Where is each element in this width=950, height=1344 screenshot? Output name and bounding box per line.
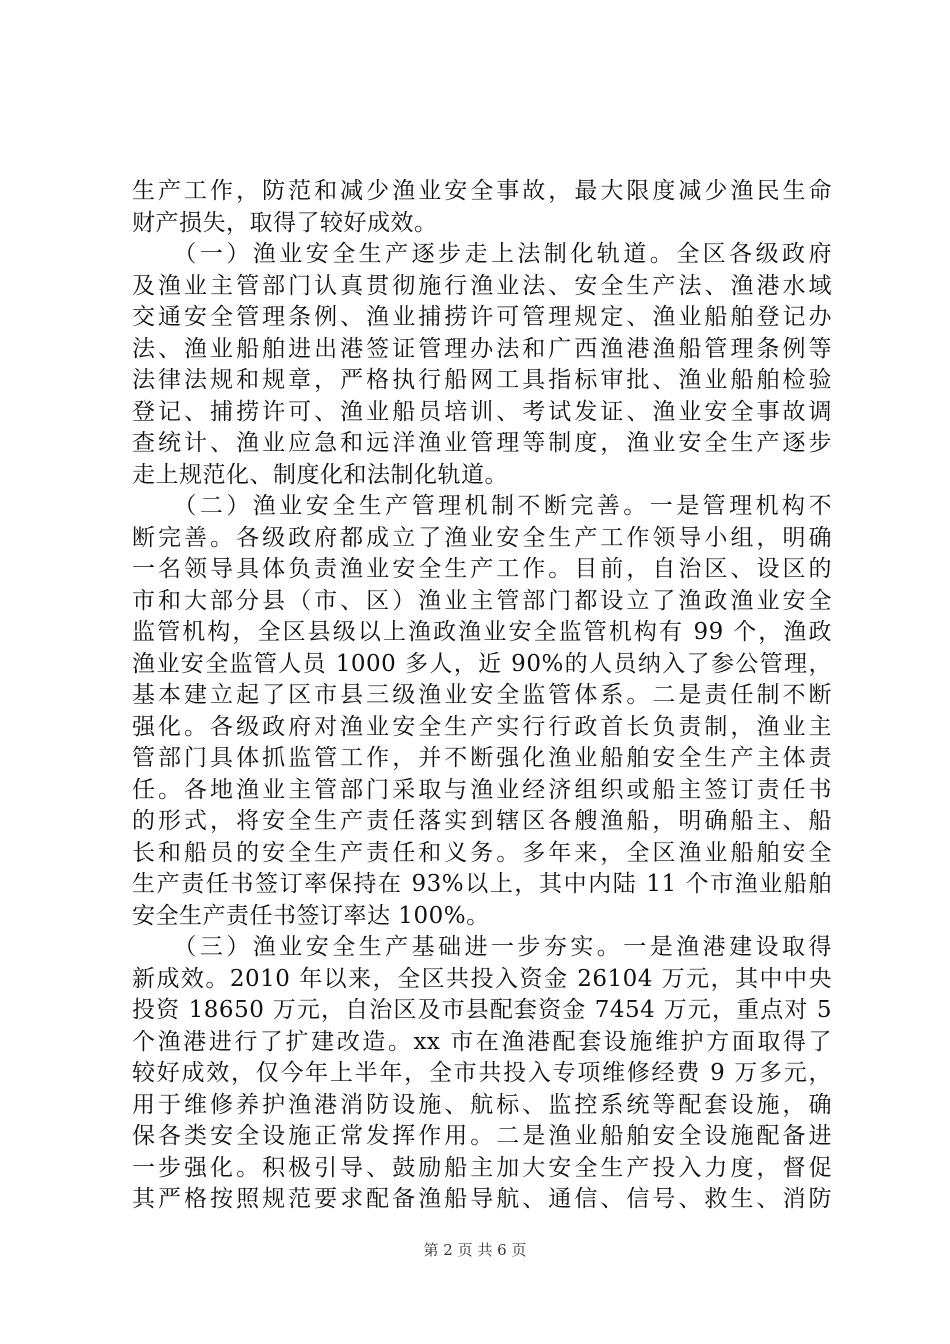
text-line: 交通安全管理条例、渔业捕捞许可管理规定、渔业船舶登记办	[132, 304, 832, 330]
text-line: 查统计、渔业应急和远洋渔业管理等制度，渔业安全生产逐步	[132, 430, 832, 456]
text-line: 基本建立起了区市县三级渔业安全监管体系。二是责任制不断	[132, 682, 832, 708]
page-footer	[0, 1239, 950, 1260]
text-line: （二）渔业安全生产管理机制不断完善。一是管理机构不	[132, 493, 832, 519]
text-line: 一步强化。积极引导、鼓励船主加大安全生产投入力度，督促	[132, 1154, 832, 1181]
text-line: 用于维修养护渔港消防设施、航标、监控系统等配套设施，确	[132, 1091, 832, 1118]
text-line: 强化。各级政府对渔业安全生产实行行政首长负责制，渔业主	[132, 713, 832, 740]
text-line: 生产责任书签订率保持在 93%以上，其中内陆 11 个市渔业船舶	[132, 871, 832, 897]
text-line: 监管机构，全区县级以上渔政渔业安全监管机构有 99 个，渔政	[132, 619, 832, 645]
text-line: （一）渔业安全生产逐步走上法制化轨道。全区各级政府	[132, 241, 832, 267]
text-line: 新成效。2010 年以来，全区共投入资金 26104 万元，其中中央	[132, 965, 832, 992]
document-body	[132, 176, 832, 1216]
text-line: 较好成效，仅今年上半年，全市共投入专项维修经费 9 万多元，	[132, 1060, 832, 1086]
text-line: 管部门具体抓监管工作，并不断强化渔业船舶安全生产主体责	[132, 745, 832, 771]
text-line: 生产工作，防范和减少渔业安全事故，最大限度减少渔民生命	[132, 178, 832, 204]
text-line: 保各类安全设施正常发挥作用。二是渔业船舶安全设施配备进	[132, 1123, 832, 1149]
text-line: 个渔港进行了扩建改造。xx 市在渔港配套设施维护方面取得了	[132, 1028, 832, 1055]
text-line: 及渔业主管部门认真贯彻施行渔业法、安全生产法、渔港水域	[132, 272, 832, 299]
text-line: 渔业安全监管人员 1000 多人，近 90%的人员纳入了参公管理，	[132, 650, 832, 677]
text-line: 长和船员的安全生产责任和义务。多年来，全区渔业船舶安全	[132, 839, 832, 866]
text-line: 法律法规和规章，严格执行船网工具指标审批、渔业船舶检验	[132, 367, 832, 393]
text-line: 走上规范化、制度化和法制化轨道。	[132, 461, 508, 488]
text-line: 市和大部分县（市、区）渔业主管部门都设立了渔政渔业安全	[132, 587, 832, 614]
text-line: 法、渔业船舶进出港签证管理办法和广西渔港渔船管理条例等	[132, 335, 832, 362]
text-line: 的形式，将安全生产责任落实到辖区各艘渔船，明确船主、船	[132, 808, 832, 834]
text-line: （三）渔业安全生产基础进一步夯实。一是渔港建设取得	[132, 934, 832, 960]
text-line: 登记、捕捞许可、渔业船员培训、考试发证、渔业安全事故调	[132, 398, 832, 425]
text-line: 断完善。各级政府都成立了渔业安全生产工作领导小组，明确	[132, 524, 832, 551]
text-line: 安全生产责任书签订率达 100%。	[132, 902, 490, 929]
text-line: 一名领导具体负责渔业安全生产工作。目前，自治区、设区的	[132, 556, 832, 582]
text-line: 其严格按照规范要求配备渔船导航、通信、信号、救生、消防	[132, 1186, 832, 1212]
page-number-label: 第 2 页 共 6 页	[423, 1241, 527, 1259]
text-line: 任。各地渔业主管部门采取与渔业经济组织或船主签订责任书	[132, 776, 832, 803]
text-line: 投资 18650 万元，自治区及市县配套资金 7454 万元，重点对 5	[132, 997, 832, 1023]
text-line: 财产损失，取得了较好成效。	[132, 209, 438, 236]
